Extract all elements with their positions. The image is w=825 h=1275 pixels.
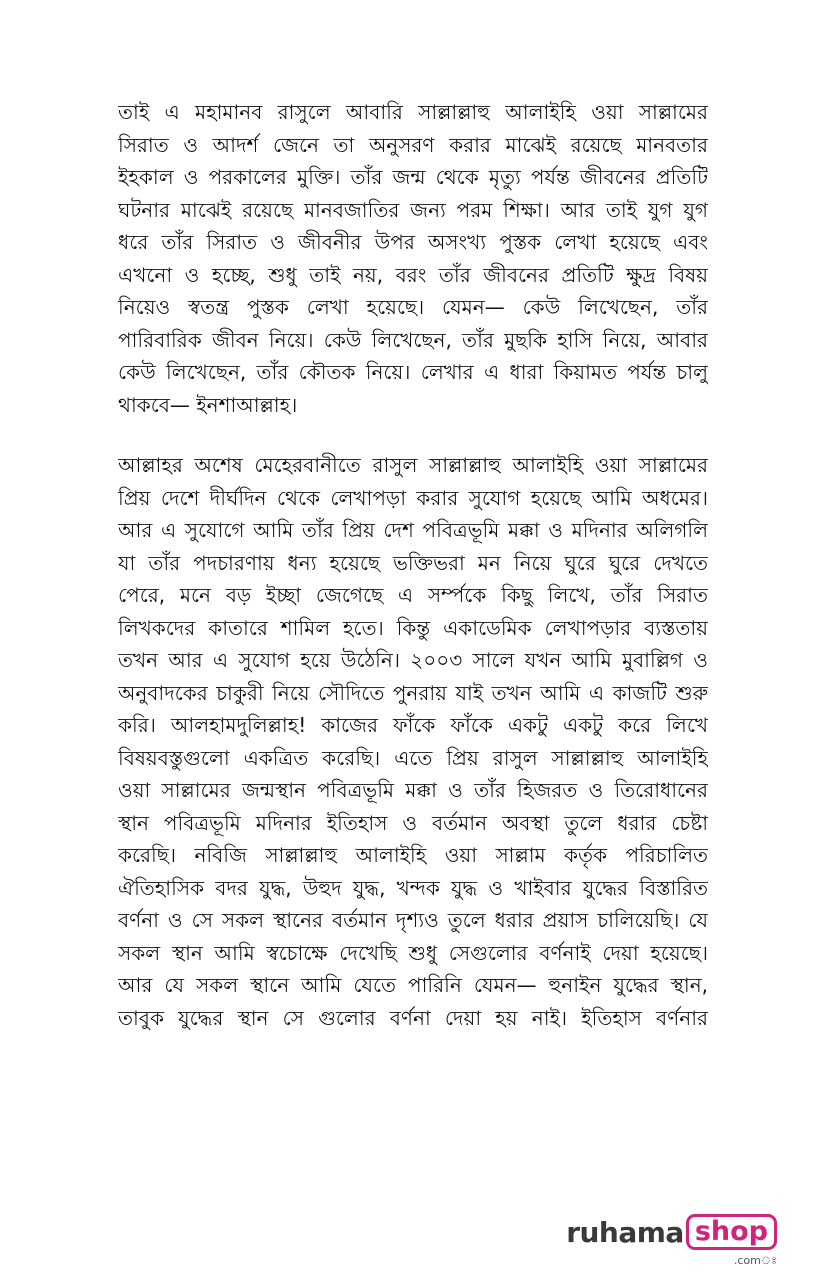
text-line: যা তাঁর পদচারণায় ধন্য হয়েছে ভক্তিভরা মন নিয়ে ঘুরে ঘুরে দেখতে (118, 550, 708, 575)
text-line: অনুবাদকের চাকুরী নিয়ে সৌদিতে পুনরায় যাই তখন আমি এ কাজটি শুরু (118, 680, 708, 705)
text-line: আর যে সকল স্থানে আমি যেতে পারিনি যেমন— হুনাইন যুদ্ধের স্থান, (118, 973, 708, 997)
logo-suffix: .comঃ (733, 1254, 777, 1267)
text-line: স্থান পবিত্রভূমি মদিনার ইতিহাস ও বর্তমান অবস্থা তুলে ধরার চেষ্টা (118, 810, 708, 835)
text-line: ঘটনার মাঝেই রয়েছে মানবজাতির জন্য পরম শিক্ষা। আর তাই যুগ যুগ (118, 197, 708, 222)
text-line: বিষয়বস্তুগুলো একত্রিত করেছি। এতে প্রিয় রাসুল সাল্লাল্লাহু আলাইহি (118, 745, 708, 770)
text-line: লিখকদের কাতারে শামিল হতে। কিন্তু একাডেমিক লেখাপড়ার ব্যস্ততায় (118, 615, 708, 640)
text-line: ওয়া সাল্লামের জন্মস্থান পবিত্রভূমি মক্কা ও তাঁর হিজরত ও তিরোধানের (118, 778, 708, 802)
text-line: পারিবারিক জীবন নিয়ে। কেউ লিখেছেন, তাঁর মুছকি হাসি নিয়ে, আবার (118, 327, 708, 352)
text-line: নিয়েও স্বতন্ত্র পুস্তক লেখা হয়েছে। যেমন— কেউ লিখেছেন, তাঁর (118, 295, 708, 319)
paragraph-2 (118, 449, 708, 1034)
text-line: কেউ লিখেছেন, তাঁর কৌতক নিয়ে। লেখার এ ধারা কিয়ামত পর্যন্ত চালু (118, 360, 708, 384)
text-line: ধরে তাঁর সিরাত ও জীবনীর উপর অসংখ্য পুস্তক লেখা হয়েছে এবং (118, 230, 708, 254)
paragraph-1 (118, 96, 708, 421)
text-line: তাই এ মহামানব রাসুলে আবারি সাল্লাল্লাহু আলাইহি ওয়া সাল্লামের (118, 100, 708, 124)
document-page (118, 96, 708, 1034)
ruhamashop-logo (566, 1214, 777, 1250)
text-line: এখনো ও হচ্ছে, শুধু তাই নয়, বরং তাঁর জীবনের প্রতিটি ক্ষুদ্র বিষয় (118, 262, 708, 287)
text-line: থাকবে— ইনশাআল্লাহ। (118, 392, 298, 417)
text-line: করি। আলহামদুলিল্লাহ! কাজের ফাঁকে ফাঁকে একটু একটু করে লিখে (118, 713, 708, 737)
text-line: সকল স্থান আমি স্বচোক্ষে দেখেছি শুধু সেগুলোর বর্ণনাই দেয়া হয়েছে। (118, 940, 708, 965)
logo-word-ruhama: ruhama (566, 1215, 684, 1249)
text-line: তখন আর এ সুযোগ হয়ে উঠেনি। ২০০৩ সালে যখন আমি মুবাল্লিগ ও (118, 648, 708, 672)
text-line: ঐতিহাসিক বদর যুদ্ধ, উহুদ যুদ্ধ, খন্দক যুদ্ধ ও খাইবার যুদ্ধের বিস্তারিত (118, 875, 708, 900)
text-line: ইহকাল ও পরকালের মুক্তি। তাঁর জন্ম থেকে মৃত্যু পর্যন্ত জীবনের প্রতিটি (118, 165, 708, 189)
text-line: আল্লাহর অশেষ মেহেরবানীতে রাসুল সাল্লাল্লাহু আলাইহি ওয়া সাল্লামের (118, 453, 708, 477)
text-line: করেছি। নবিজি সাল্লাল্লাহু আলাইহি ওয়া সাল্লাম কর্তৃক পরিচালিত (118, 843, 708, 867)
text-line: আর এ সুযোগে আমি তাঁর প্রিয় দেশ পবিত্রভূমি মক্কা ও মদিনার অলিগলি (118, 518, 708, 542)
text-line: তাবুক যুদ্ধের স্থান সে গুলোর বর্ণনা দেয়া হয় নাই। ইতিহাস বর্ণনার (118, 1005, 708, 1030)
logo-word-shop: shop (686, 1214, 777, 1250)
paragraph-gap (118, 421, 708, 449)
text-line: প্রিয় দেশে দীর্ঘদিন থেকে লেখাপড়া করার সুযোগ হয়েছে আমি অধমের। (118, 485, 708, 510)
text-line: বর্ণনা ও সে সকল স্থানের বর্তমান দৃশ্যও তুলে ধরার প্রয়াস চালিয়েছি। যে (118, 908, 708, 932)
text-line: সিরাত ও আদর্শ জেনে তা অনুসরণ করার মাঝেই রয়েছে মানবতার (118, 132, 708, 157)
text-line: পেরে, মনে বড় ইচ্ছা জেগেছে এ সর্ম্পকে কিছু লিখে, তাঁর সিরাত (118, 583, 708, 607)
